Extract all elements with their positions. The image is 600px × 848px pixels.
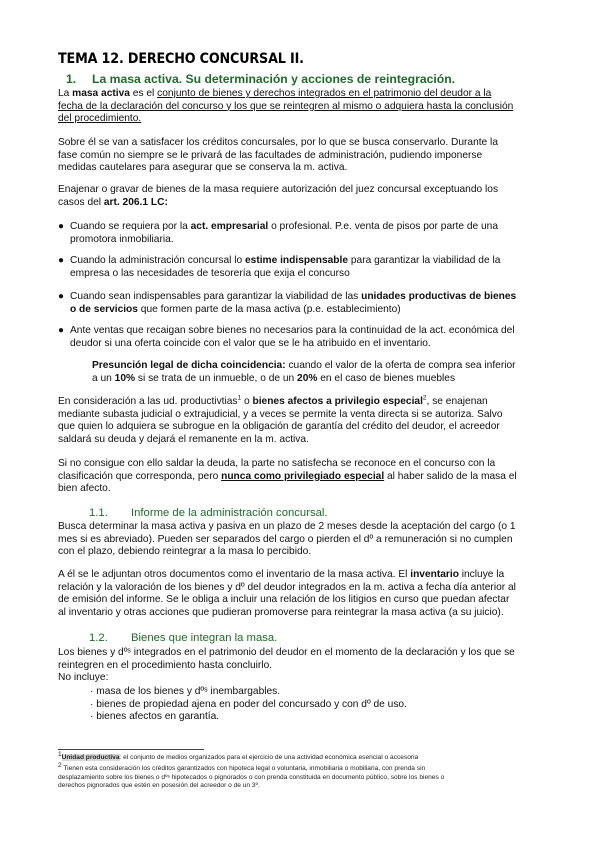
text-run: o profesional. P.e. venta de pisos por parte de una — [268, 221, 498, 232]
text-run: Cuando la administración concursal lo — [70, 255, 245, 266]
footnote-2 — [58, 761, 558, 791]
paragraph-conservacion — [58, 137, 554, 175]
text-line: mediante subasta judicial o extrajudicial, y a veces se permite la venta directa si se autoriza. Salvo — [58, 408, 503, 420]
section-label: Informe de la administración concursal. — [131, 507, 328, 519]
paragraph-inventario — [58, 569, 554, 619]
list-item: · masa de los bienes y dºˢ inembargables. — [90, 686, 281, 697]
text-line: Si no consigue con ello saldar la deuda, la parte no satisfecha se reconoce en el concurso con la — [58, 458, 496, 469]
bullet-icon: ● — [58, 255, 65, 266]
text-line: Los bienes y dºˢ integrados en el patrimonio del deudor en el momento de la declaración y los que se — [58, 647, 515, 658]
paragraph-informe — [58, 521, 554, 559]
section-heading-1 — [66, 73, 455, 86]
definition-text: fecha de la declaración del concurso y los que se reintegren al mismo o adquiera hasta la conclusión — [58, 100, 514, 112]
footnote-number: 2 — [58, 761, 62, 769]
footnote-ref[interactable]: 2 — [422, 394, 427, 402]
text-line: Ante ventas que recaigan sobre bienes no necesarios para la continuidad de la act. económica del — [70, 325, 515, 336]
section-label: Bienes que integran la masa. — [131, 632, 278, 644]
footnote-ref[interactable]: 1 — [237, 394, 242, 402]
section-heading-1-2 — [89, 632, 277, 645]
text-line: medidas cautelares para asegurar que se conserva la m. activa. — [58, 162, 348, 174]
text-line: de emisión del informe. Se le obliga a incluir una relación de los litigios en curso que puedan afectar — [58, 594, 510, 606]
text-line: fase común no siempre se le privará de las facultades de administración, pudiendo imponerse — [58, 149, 483, 161]
percentage-value: 20% — [297, 372, 318, 384]
text-run: cuando el valor de la oferta de compra sea inferior — [285, 360, 516, 371]
article-reference: art. 206.1 LC: — [103, 196, 168, 208]
bold-term: Presunción legal de dicha coincidencia: — [92, 360, 286, 371]
section-number: 1. — [66, 72, 77, 86]
text-line: al inventario y otras acciones que pudieran promoverse para reintegrar la masa activa (a su juicio). — [58, 606, 504, 618]
bold-term: bienes afectos a privilegio especial — [252, 396, 423, 407]
text-line: relación y la valoración de los bienes y dº del deudor integrados en la m. activa a fecha día anterior al — [58, 581, 516, 593]
list-item: · bienes afectos en garantía. — [90, 711, 220, 723]
text-line: reintegren en el procedimiento hasta concluirlo. — [58, 659, 273, 671]
text-run: Cuando sean indispensables para garantizar la viabilidad de las — [70, 291, 362, 302]
text-run: si se trata de un inmueble, o de un — [135, 372, 298, 384]
definition-text: conjunto de bienes y derechos integrados en el patrimonio del deudor a la — [157, 88, 492, 99]
paragraph-bienes — [58, 647, 554, 685]
text-line: bien afecto. — [58, 483, 111, 495]
bullet-icon: ● — [58, 221, 65, 232]
text-run: al haber salido de la masa el — [384, 470, 517, 482]
definition-text: del procedimiento. — [58, 113, 142, 125]
bold-term: o de servicios — [70, 303, 138, 315]
footnote-text: desplazamiento sobre los bienes o dºˢ hipotecados o pignorados o con prenda constituida en documento público, sobre los bienes o — [58, 773, 445, 781]
text-line: mes si es abreviado). Pueden ser separados del cargo o pierden el dº a remuneración si no cumplen — [58, 533, 513, 545]
exclusion-list — [90, 686, 407, 724]
bold-term: estime indispensable — [244, 255, 349, 266]
paragraph-deuda — [58, 458, 554, 496]
footnote-text: derechos pignorados que estén en posesión del acreedor o de un 3º. — [58, 782, 260, 790]
text-line: No incluye: — [58, 672, 109, 684]
bullet-icon: ● — [58, 291, 65, 302]
text-line: Busca determinar la masa activa y pasiva en un plazo de 2 meses desde la aceptación del cargo (o 1 — [58, 521, 516, 532]
text-run: en el caso de bienes muebles — [317, 372, 456, 384]
footnote-text: : el conjunto de medios organizados para el ejercicio de una actividad económica esencial o accesoria — [119, 754, 419, 761]
percentage-value: 10% — [114, 372, 136, 384]
section-label: La masa activa. Su determinación y acciones de reintegración. — [92, 72, 456, 86]
presuncion-paragraph — [92, 360, 554, 385]
text-line: promotora inmobiliaria. — [70, 233, 174, 245]
section-heading-1-1 — [89, 507, 328, 520]
text-line: con el plazo, debiendo reintegrar a la masa lo percibido. — [58, 546, 312, 558]
footnote-1 — [58, 750, 558, 763]
text-line: saldará su deuda y dejará el remanente en la m. activa. — [58, 433, 309, 445]
text-run: clasificación que corresponda, pero — [58, 470, 222, 482]
paragraph-enajenar — [58, 184, 554, 209]
text-run: casos del — [58, 196, 104, 208]
text-run: En consideración a las ud. productivtias — [58, 396, 238, 407]
bold-term: inventario — [410, 569, 459, 580]
text-run: La — [58, 88, 73, 99]
list-item: · bienes de propiedad ajena en poder del concursado y con dº de uso. — [90, 698, 407, 710]
text-line: Sobre él se van a satisfacer los créditos concursales, por lo que se busca conservarlo. Durante la — [58, 137, 498, 148]
footnote-number: 1 — [58, 750, 62, 758]
bullet-icon: ● — [58, 325, 65, 336]
section-number: 1.2. — [89, 632, 108, 644]
highlighted-term: Unidad productiva — [61, 754, 120, 761]
bold-term: unidades productivas de bienes — [361, 291, 517, 302]
footnote-text: Tienen esta consideración los créditos garantizados con hipoteca legal o voluntaria, inmobiliaria o mobiliaria, con prenda sin — [61, 765, 426, 772]
bold-underlined-term: nunca como privilegiado especial — [221, 470, 385, 482]
intro-paragraph — [58, 88, 554, 126]
text-run: o — [241, 396, 253, 407]
term-masa-activa: masa activa — [72, 88, 130, 99]
bold-term: act. empresarial — [190, 221, 269, 232]
footnote-divider — [58, 749, 204, 750]
text-run: que formen parte de la masa activa (p.e. establecimiento) — [137, 303, 401, 315]
text-line: empresa o las necesidades de tesorería que exija el concurso — [70, 267, 350, 279]
text-run: , se enajenan — [426, 396, 488, 407]
text-line: Enajenar o gravar de bienes de la masa requiere autorización del juez concursal exceptuando los — [58, 184, 499, 195]
text-run: a un — [92, 372, 115, 384]
page-title: TEMA 12. DERECHO CONCURSAL II. — [58, 51, 304, 67]
text-line: deudor si una oferta coincide con el valor que se le ha atribuido en el inventario. — [70, 337, 431, 349]
section-number: 1.1. — [89, 507, 108, 519]
text-run: para garantizar la viabilidad de la — [348, 255, 501, 266]
paragraph-consideracion — [58, 396, 554, 446]
text-line: que quien lo adquiera se subrogue en la obligación de garantía del crédito del deudor, el acreedor — [58, 421, 500, 433]
text-run: Cuando se requiera por la — [70, 221, 191, 232]
text-run: incluye la — [458, 569, 505, 580]
text-run: A él se le adjuntan otros documentos como el inventario de la masa activa. El — [58, 569, 411, 580]
text-run: es el — [129, 88, 158, 99]
